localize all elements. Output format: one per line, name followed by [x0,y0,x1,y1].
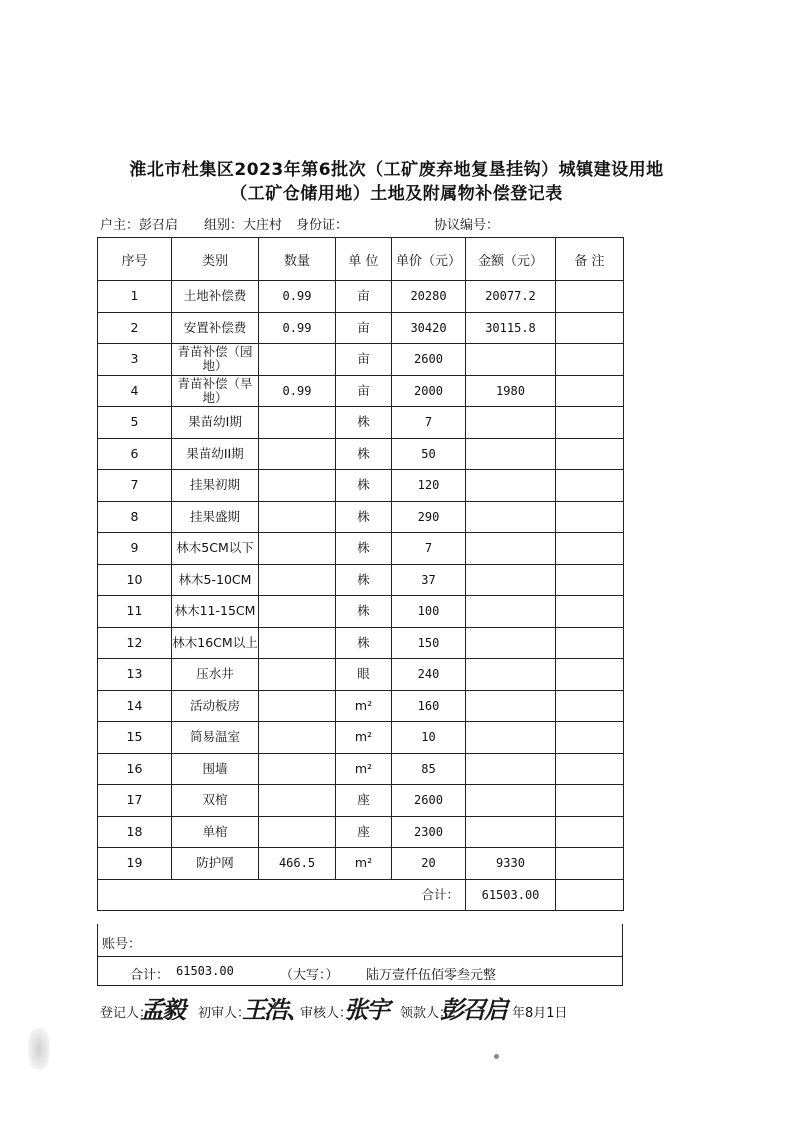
row-category: 压水井 [172,659,259,691]
table-header-row [98,238,624,281]
table-row [98,470,624,502]
row-unit-price: 10 [392,722,466,754]
row-quantity: 0.99 [259,312,336,344]
owner-field: 户主：彭召启 [100,218,179,233]
row-unit: 株 [336,627,392,659]
row-quantity [259,533,336,565]
row-quantity [259,785,336,817]
row-category: 土地补偿费 [172,281,259,313]
table-row [98,785,624,817]
row-unit-price: 20 [392,848,466,880]
table-row [98,816,624,848]
row-number: 15 [98,722,172,754]
row-unit-price: 20280 [392,281,466,313]
row-unit: m² [336,848,392,880]
recipient-signature: 彭召启 [440,995,506,1024]
row-unit: 亩 [336,375,392,407]
row-amount [466,501,556,533]
form-title-line1: 淮北市杜集区2023年第6批次（工矿废弃地复垦挂钩）城镇建设用地 [129,160,664,180]
row-note [556,722,624,754]
signature-row [100,996,700,1036]
row-number: 17 [98,785,172,817]
table-row [98,596,624,628]
table-row [98,407,624,439]
row-quantity [259,659,336,691]
row-unit-price: 30420 [392,312,466,344]
row-number: 9 [98,533,172,565]
header-price: 单价（元） [392,238,466,281]
row-amount [466,816,556,848]
header-no: 序号 [98,238,172,281]
row-number: 8 [98,501,172,533]
row-unit: m² [336,722,392,754]
row-category: 双棺 [172,785,259,817]
row-unit: 亩 [336,312,392,344]
capital-label: （大写：） [280,968,339,983]
row-category: 防护网 [172,848,259,880]
row-number: 12 [98,627,172,659]
row-amount [466,344,556,376]
row-quantity [259,438,336,470]
row-category: 围墙 [172,753,259,785]
row-category: 挂果初期 [172,470,259,502]
header-note: 备 注 [556,238,624,281]
row-category: 安置补偿费 [172,312,259,344]
row-note [556,407,624,439]
registrar-signature: 孟毅 [140,995,184,1024]
table-row [98,501,624,533]
table-row [98,564,624,596]
row-unit-price: 2600 [392,785,466,817]
row-number: 14 [98,690,172,722]
row-amount: 30115.8 [466,312,556,344]
row-note [556,659,624,691]
row-note [556,281,624,313]
row-note [556,627,624,659]
row-category: 林木5CM以下 [172,533,259,565]
agreement-number-field: 协议编号： [434,218,500,233]
row-quantity [259,564,336,596]
id-card-field: 身份证： [296,218,349,233]
row-unit: 座 [336,785,392,817]
row-number: 18 [98,816,172,848]
registrar-label: 登记人： [100,1006,153,1021]
row-unit-price: 7 [392,407,466,439]
row-category: 简易温室 [172,722,259,754]
row-category: 果苗幼II期 [172,438,259,470]
table-row [98,690,624,722]
row-note [556,690,624,722]
row-quantity [259,501,336,533]
table-row [98,438,624,470]
header-qty: 数量 [259,238,336,281]
row-number: 19 [98,848,172,880]
compensation-table [97,237,624,911]
table-row [98,659,624,691]
row-unit-price: 7 [392,533,466,565]
row-number: 5 [98,407,172,439]
row-unit: 眼 [336,659,392,691]
row-unit: 座 [336,816,392,848]
table-row [98,312,624,344]
row-unit-price: 120 [392,470,466,502]
row-number: 11 [98,596,172,628]
total-note [556,879,624,911]
row-quantity [259,344,336,376]
row-quantity [259,470,336,502]
account-label: 账号： [102,937,142,952]
row-amount [466,753,556,785]
row-unit: 株 [336,533,392,565]
row-number: 3 [98,344,172,376]
table-row [98,627,624,659]
sum-label: 合计： [130,968,170,983]
row-note [556,848,624,880]
row-quantity: 0.99 [259,375,336,407]
row-unit: 株 [336,470,392,502]
row-note [556,816,624,848]
row-amount [466,627,556,659]
first-review-label: 初审人： [198,1006,251,1021]
row-category: 青苗补偿（园地） [172,344,259,376]
row-note [556,312,624,344]
row-category: 单棺 [172,816,259,848]
row-note [556,501,624,533]
row-amount [466,470,556,502]
row-number: 10 [98,564,172,596]
row-note [556,470,624,502]
row-unit-price: 100 [392,596,466,628]
recipient-label: 领款人： [400,1006,453,1021]
reviewer-signature: 张宇 [344,995,388,1024]
row-quantity: 0.99 [259,281,336,313]
table-row [98,344,624,376]
row-amount [466,785,556,817]
scan-smudge [28,1028,50,1070]
row-amount [466,596,556,628]
row-amount: 20077.2 [466,281,556,313]
row-unit-price: 150 [392,627,466,659]
reviewer-label: 审核人： [300,1006,353,1021]
capital-value: 陆万壹仟伍佰零叁元整 [366,968,497,983]
row-number: 7 [98,470,172,502]
row-unit-price: 50 [392,438,466,470]
row-number: 13 [98,659,172,691]
header-unit: 单 位 [336,238,392,281]
header-info [100,214,700,232]
form-title-line2: （工矿仓储用地）土地及附属物补偿登记表 [230,184,563,204]
row-unit: 亩 [336,344,392,376]
row-unit-price: 37 [392,564,466,596]
row-category: 活动板房 [172,690,259,722]
sum-value: 61503.00 [176,964,234,978]
row-note [556,785,624,817]
row-unit: 株 [336,501,392,533]
row-unit-price: 2600 [392,344,466,376]
first-review-signature: 王浩、 [242,995,308,1024]
row-note [556,344,624,376]
row-unit: 株 [336,564,392,596]
row-unit: 株 [336,596,392,628]
header-category: 类别 [172,238,259,281]
row-note [556,753,624,785]
table-row [98,753,624,785]
sum-row [97,956,623,986]
row-note [556,438,624,470]
row-unit: 株 [336,438,392,470]
header-amount: 金额（元） [466,238,556,281]
row-quantity [259,690,336,722]
row-note [556,564,624,596]
row-quantity [259,596,336,628]
row-unit-price: 160 [392,690,466,722]
row-number: 6 [98,438,172,470]
account-row [97,924,623,957]
table-total-row [98,879,624,911]
row-amount [466,438,556,470]
total-label: 合计： [98,879,466,911]
date-tail: 年8月1日 [512,1006,568,1021]
row-unit-price: 2000 [392,375,466,407]
row-number: 2 [98,312,172,344]
row-amount [466,659,556,691]
row-unit: m² [336,753,392,785]
row-category: 林木16CM以上 [172,627,259,659]
row-category: 林木11-15CM [172,596,259,628]
row-note [556,596,624,628]
table-row [98,375,624,407]
row-quantity [259,627,336,659]
row-note [556,533,624,565]
table-row [98,722,624,754]
row-quantity [259,722,336,754]
row-category: 果苗幼I期 [172,407,259,439]
row-amount [466,722,556,754]
row-category: 青苗补偿（旱地） [172,375,259,407]
row-note [556,375,624,407]
row-quantity [259,407,336,439]
table-row [98,533,624,565]
row-amount [466,407,556,439]
row-amount: 1980 [466,375,556,407]
row-unit-price: 2300 [392,816,466,848]
row-unit: 株 [336,407,392,439]
row-amount [466,533,556,565]
row-unit-price: 290 [392,501,466,533]
scan-dot [494,1054,499,1059]
row-unit: m² [336,690,392,722]
row-amount: 9330 [466,848,556,880]
table-row [98,848,624,880]
row-quantity [259,753,336,785]
row-unit: 亩 [336,281,392,313]
row-category: 林木5-10CM [172,564,259,596]
row-category: 挂果盛期 [172,501,259,533]
group-field: 组别：大庄村 [204,218,283,233]
row-amount [466,690,556,722]
row-unit-price: 240 [392,659,466,691]
total-value: 61503.00 [466,879,556,911]
row-quantity [259,816,336,848]
row-unit-price: 85 [392,753,466,785]
row-number: 16 [98,753,172,785]
row-amount [466,564,556,596]
row-number: 4 [98,375,172,407]
row-number: 1 [98,281,172,313]
table-row [98,281,624,313]
row-quantity: 466.5 [259,848,336,880]
